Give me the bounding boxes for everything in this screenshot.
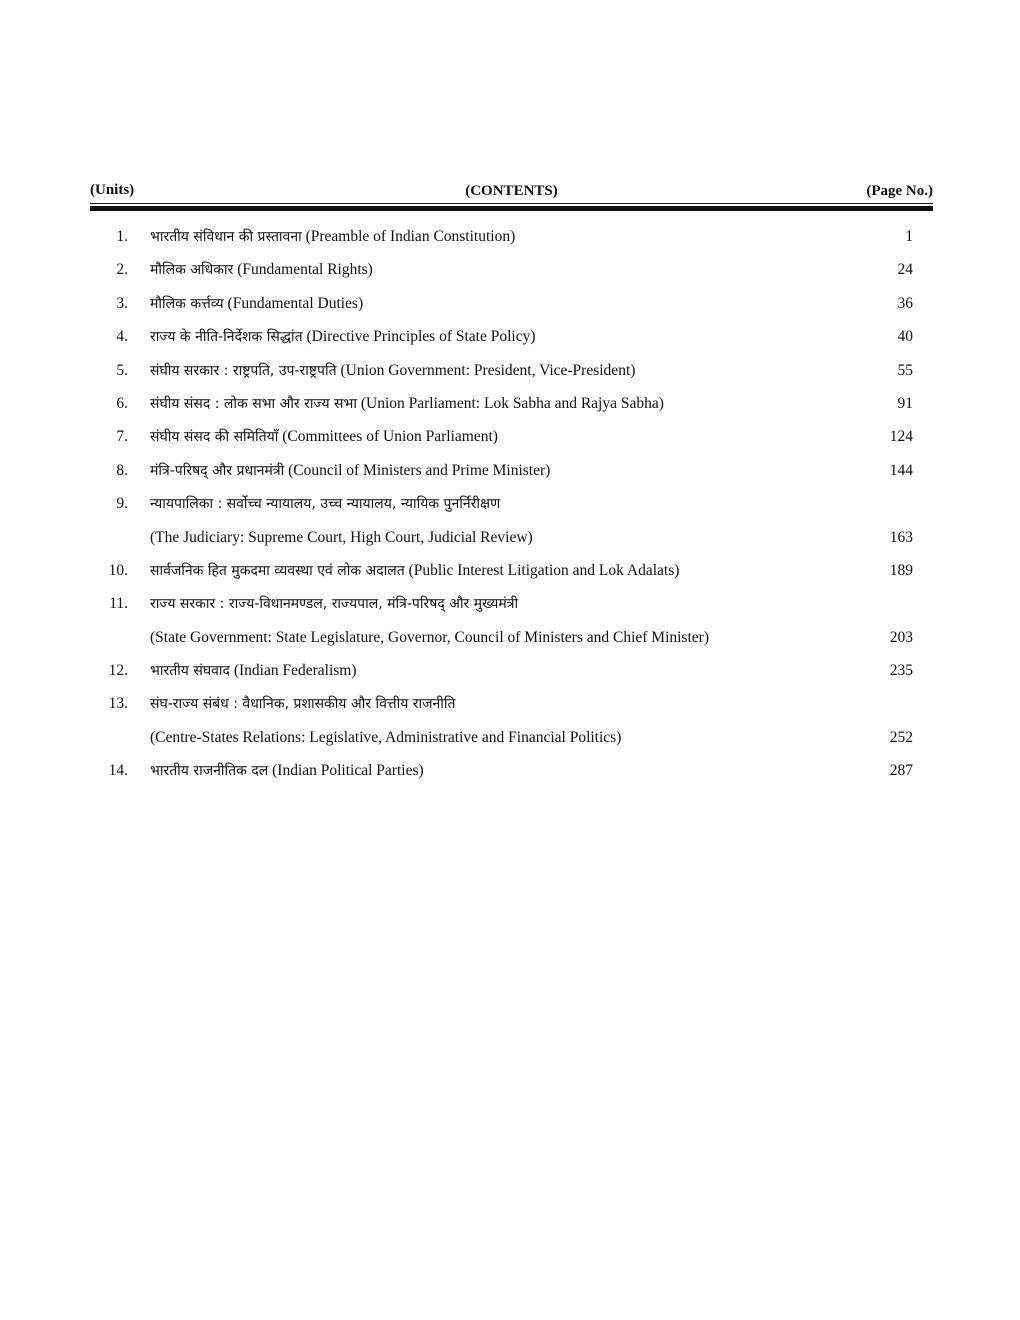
unit-title-hindi: संघ-राज्य संबंध : वैधानिक, प्रशासकीय और वित्तीय राजनीति <box>150 696 456 713</box>
contents-heading: (CONTENTS) <box>465 183 558 199</box>
toc-entry <box>90 287 933 320</box>
page-number: 144 <box>889 461 913 479</box>
unit-title-english: (The Judiciary: Supreme Court, High Court, Judicial Review) <box>150 528 533 546</box>
unit-number: 4. <box>116 328 128 346</box>
page-number: 163 <box>889 528 913 546</box>
page-number: 91 <box>897 394 913 412</box>
unit-title <box>150 420 498 454</box>
unit-number: 8. <box>116 461 128 479</box>
toc-entry <box>90 587 933 620</box>
unit-title <box>150 454 550 488</box>
unit-number: 12. <box>108 662 128 680</box>
unit-title-english: (Directive Principles of State Policy) <box>306 328 536 346</box>
page-no-heading: (Page No.) <box>866 183 933 199</box>
page-number: 40 <box>897 328 913 346</box>
unit-number: 13. <box>108 695 128 713</box>
unit-title-english: (Fundamental Duties) <box>227 294 364 312</box>
unit-number: 2. <box>116 261 128 279</box>
unit-title-english: (Committees of Union Parliament) <box>282 428 498 446</box>
toc-entry <box>90 654 933 687</box>
unit-title <box>150 354 635 388</box>
unit-title <box>150 687 456 721</box>
unit-title-english: (Union Government: President, Vice-President) <box>340 361 636 379</box>
unit-title-hindi: राज्य के नीति-निर्देशक सिद्धांत <box>150 329 303 346</box>
unit-title <box>150 754 424 788</box>
unit-number: 14. <box>108 762 128 780</box>
unit-title <box>150 621 709 655</box>
toc-entry <box>90 354 933 387</box>
unit-title <box>150 320 536 354</box>
page-number: 1 <box>905 228 913 245</box>
unit-title-hindi: सार्वजनिक हित मुकदमा व्यवस्था एवं लोक अदालत <box>150 562 405 579</box>
unit-title <box>150 587 518 621</box>
toc-entry-continuation <box>90 721 933 754</box>
unit-title-hindi: संघीय संसद की समितियाँ <box>150 429 279 446</box>
unit-number: 3. <box>116 294 128 312</box>
unit-title-english: (Preamble of Indian Constitution) <box>305 228 516 245</box>
page-number: 287 <box>889 762 913 780</box>
contents-header <box>90 178 933 202</box>
unit-title-hindi: भारतीय संविधान की प्रस्तावना <box>150 229 302 245</box>
unit-title <box>150 487 500 521</box>
unit-title-hindi: मौलिक कर्त्तव्य <box>150 295 224 312</box>
page-number: 24 <box>897 261 913 279</box>
page-number: 252 <box>889 728 913 746</box>
unit-number: 6. <box>116 394 128 412</box>
toc-entry <box>90 320 933 353</box>
page-number: 124 <box>889 428 913 446</box>
page-number: 36 <box>897 294 913 312</box>
toc-entry <box>90 220 933 253</box>
unit-title-hindi: संघीय सरकार : राष्ट्रपति, उप-राष्ट्रपति <box>150 362 337 379</box>
toc-entry-continuation <box>90 621 933 654</box>
unit-title-english: (State Government: State Legislature, Governor, Council of Ministers and Chief Minister) <box>150 628 709 646</box>
unit-title-english: (Fundamental Rights) <box>237 261 373 279</box>
unit-number: 9. <box>116 495 128 513</box>
unit-title-hindi: राज्य सरकार : राज्य-विधानमण्डल, राज्यपाल, मंत्रि-परिषद् और मुख्यमंत्री <box>150 596 519 613</box>
unit-title-hindi: भारतीय संघवाद <box>150 663 230 680</box>
header-divider-thick <box>90 206 933 211</box>
page-number: 235 <box>889 662 913 680</box>
unit-title-english: (Indian Federalism) <box>233 662 357 680</box>
unit-number: 1. <box>116 228 128 245</box>
toc-entry-continuation <box>90 521 933 554</box>
unit-title-hindi: मंत्रि-परिषद् और प्रधानमंत्री <box>150 462 285 479</box>
unit-number: 10. <box>108 561 128 579</box>
unit-title-english: (Union Parliament: Lok Sabha and Rajya Sabha) <box>360 394 664 412</box>
page-number: 203 <box>889 628 913 646</box>
unit-title <box>150 654 357 688</box>
unit-title-hindi: भारतीय राजनीतिक दल <box>150 763 269 780</box>
unit-title-hindi: संघीय संसद : लोक सभा और राज्य सभा <box>150 395 357 412</box>
page-number: 55 <box>897 361 913 379</box>
unit-title-english: (Indian Political Parties) <box>272 762 424 780</box>
toc-entry <box>90 487 933 520</box>
unit-title <box>150 521 533 555</box>
unit-title-hindi: न्यायपालिका : सर्वोच्च न्यायालय, उच्च न्यायालय, न्यायिक पुनर्निरीक्षण <box>150 496 501 513</box>
unit-number: 5. <box>116 361 128 379</box>
toc-entry <box>90 554 933 587</box>
header-divider-thin <box>90 203 933 204</box>
unit-title-english: (Public Interest Litigation and Lok Adalats) <box>408 561 680 579</box>
unit-title <box>150 554 679 588</box>
toc-entry <box>90 420 933 453</box>
unit-title <box>150 287 363 321</box>
unit-number: 7. <box>116 428 128 446</box>
table-of-contents <box>90 220 933 788</box>
unit-title <box>150 387 664 421</box>
toc-entry <box>90 454 933 487</box>
page-number: 189 <box>889 561 913 579</box>
unit-title-english: (Centre-States Relations: Legislative, Administrative and Financial Politics) <box>150 728 622 746</box>
unit-title-hindi: मौलिक अधिकार <box>150 262 234 279</box>
unit-title <box>150 220 515 254</box>
unit-title-english: (Council of Ministers and Prime Minister) <box>288 461 551 479</box>
toc-entry <box>90 754 933 787</box>
units-heading: (Units) <box>90 182 135 198</box>
unit-title <box>150 253 373 287</box>
toc-entry <box>90 687 933 720</box>
unit-title <box>150 721 621 755</box>
unit-number: 11. <box>109 595 128 613</box>
toc-entry <box>90 387 933 420</box>
toc-entry <box>90 253 933 286</box>
